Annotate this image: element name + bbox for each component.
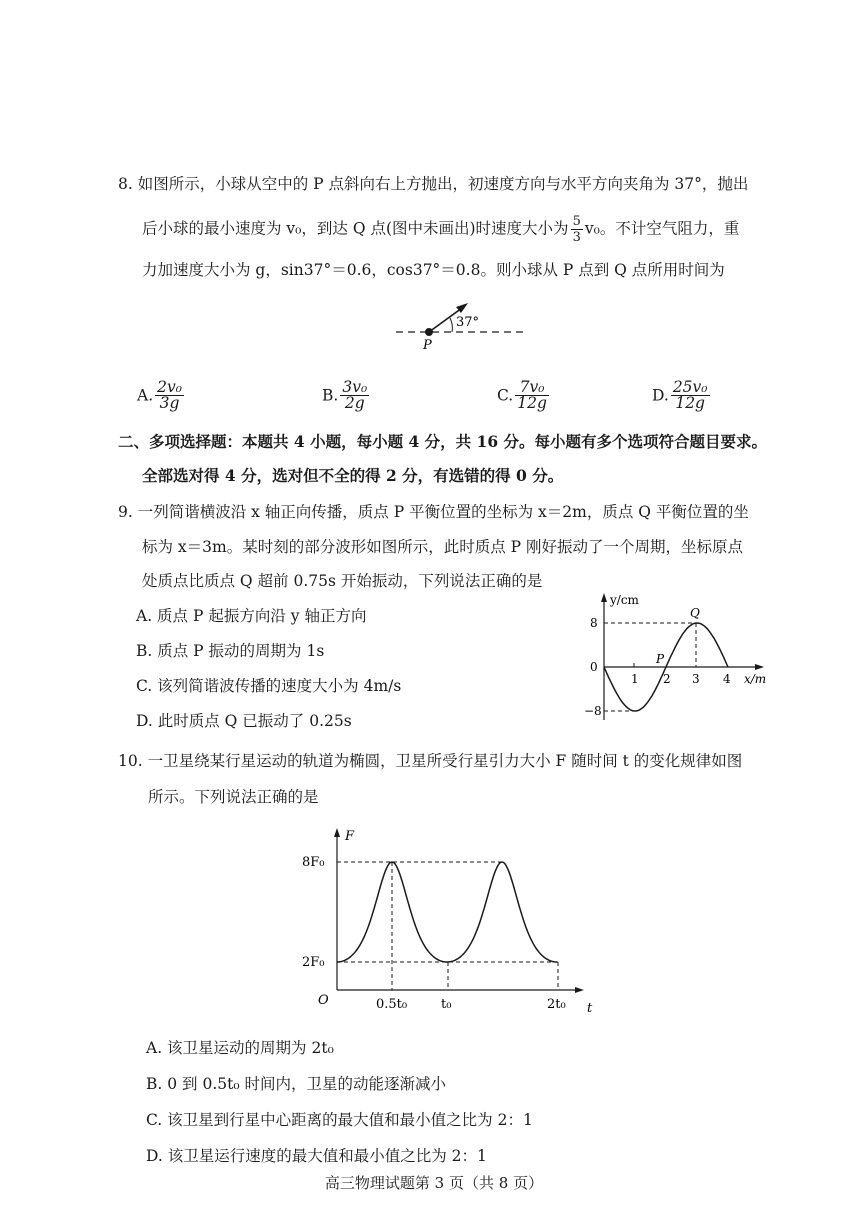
q8-option-c[interactable] bbox=[497, 380, 551, 411]
q8-figure bbox=[392, 296, 532, 356]
q8-option-denominator: 3g bbox=[159, 394, 180, 412]
q10-force-graph bbox=[300, 826, 610, 1016]
q9-point-q-label: Q bbox=[690, 606, 700, 620]
q10-xtick-half-t0: 0.5t₀ bbox=[376, 997, 408, 1012]
q8-frac-den: 3 bbox=[572, 230, 581, 245]
q9-x-axis-arrow-icon bbox=[755, 664, 764, 670]
q8-option-numerator: 2v₀ bbox=[157, 378, 182, 396]
q10-y-axis-arrow-icon bbox=[334, 828, 340, 837]
q9-ytick-0: 0 bbox=[590, 660, 598, 674]
q9-option-a[interactable]: A. 质点 P 起振方向沿 y 轴正方向 bbox=[136, 607, 367, 625]
q8-option-numerator: 25v₀ bbox=[672, 378, 708, 396]
q9-point-p-label: P bbox=[656, 652, 665, 666]
q9-wave-graph bbox=[580, 590, 775, 730]
q8-angle-arc bbox=[450, 318, 452, 332]
q10-xtick-2t0: 2t₀ bbox=[547, 997, 566, 1012]
q9-xtick-1: 1 bbox=[631, 672, 639, 686]
q8-option-fraction bbox=[340, 380, 369, 411]
q8-option-label: A. bbox=[137, 386, 154, 405]
q10-line2: 所示。下列说法正确的是 bbox=[148, 788, 319, 806]
q8-point-p-dot bbox=[425, 328, 433, 336]
q9-option-c[interactable]: C. 该列简谐波传播的速度大小为 4m/s bbox=[136, 677, 402, 695]
q9-y-axis-arrow-icon bbox=[601, 593, 607, 602]
q9-line1: 9. 一列简谐横波沿 x 轴正向传播，质点 P 平衡位置的坐标为 x＝2m，质点 Q 平衡位置的坐 bbox=[118, 503, 749, 521]
q9-option-d[interactable]: D. 此时质点 Q 已振动了 0.25s bbox=[136, 712, 352, 730]
q8-option-denominator: 12g bbox=[675, 394, 705, 412]
q8-option-fraction bbox=[155, 380, 184, 411]
q10-option-b[interactable]: B. 0 到 0.5t₀ 时间内，卫星的动能逐渐减小 bbox=[146, 1075, 446, 1093]
q8-option-numerator: 7v₀ bbox=[515, 380, 549, 396]
q10-force-curve bbox=[337, 862, 557, 962]
q8-option-a[interactable] bbox=[137, 380, 186, 411]
q10-x-label: t bbox=[587, 1001, 593, 1016]
q8-line1: 8. 如图所示，小球从空中的 P 点斜向右上方抛出，初速度方向与水平方向夹角为 37°，抛出 bbox=[118, 175, 749, 193]
page-footer: 高三物理试题第 3 页（共 8 页） bbox=[324, 1174, 544, 1192]
q10-ytick-2f0: 2F₀ bbox=[302, 955, 325, 970]
q10-option-c[interactable]: C. 该卫星到行星中心距离的最大值和最小值之比为 2：1 bbox=[146, 1111, 533, 1129]
q9-y-label: y/cm bbox=[610, 593, 639, 607]
q9-xtick-2: 2 bbox=[663, 672, 671, 686]
q10-line1: 10. 一卫星绕某行星运动的轨道为椭圆，卫星所受行星引力大小 F 随时间 t 的变化规律如图 bbox=[118, 752, 743, 770]
q10-x-axis-arrow-icon bbox=[575, 987, 584, 993]
q8-option-numerator: 3v₀ bbox=[342, 378, 368, 396]
q10-y-label: F bbox=[345, 829, 355, 844]
q8-option-fraction bbox=[515, 380, 549, 411]
q10-option-d[interactable]: D. 该卫星运行速度的最大值和最小值之比为 2：1 bbox=[146, 1147, 487, 1165]
q8-line2-b: v₀。不计空气阻力，重 bbox=[584, 219, 740, 238]
q9-xtick-3: 3 bbox=[692, 672, 700, 686]
section2-line1: 二、多项选择题：本题共 4 小题，每小题 4 分，共 16 分。每小题有多个选项符合题目要求。 bbox=[118, 432, 768, 451]
q10-origin-label: O bbox=[318, 993, 329, 1008]
q8-option-b[interactable] bbox=[322, 380, 371, 411]
q8-option-denominator: 12g bbox=[517, 394, 547, 412]
q8-option-fraction bbox=[671, 380, 710, 411]
q8-option-denominator: 2g bbox=[344, 394, 365, 412]
q9-option-b[interactable]: B. 质点 P 振动的周期为 1s bbox=[136, 642, 325, 660]
q8-option-label: D. bbox=[652, 386, 669, 405]
q8-frac-num: 5 bbox=[572, 214, 581, 229]
q8-line3: 力加速度大小为 g，sin37°＝0.6，cos37°＝0.8。则小球从 P 点到 Q 点所用时间为 bbox=[142, 261, 725, 279]
q9-line3: 处质点比质点 Q 超前 0.75s 开始振动，下列说法正确的是 bbox=[142, 572, 543, 590]
q8-fraction bbox=[571, 214, 583, 245]
q9-line2: 标为 x＝3m。某时刻的部分波形如图所示，此时质点 P 刚好振动了一个周期，坐标原点 bbox=[142, 538, 744, 556]
q8-angle-label: 37° bbox=[456, 315, 480, 330]
q10-xtick-t0: t₀ bbox=[441, 997, 452, 1012]
q8-option-label: B. bbox=[322, 386, 339, 405]
q10-ytick-8f0: 8F₀ bbox=[302, 855, 325, 870]
q10-option-a[interactable]: A. 该卫星运动的周期为 2t₀ bbox=[146, 1039, 334, 1057]
q9-xtick-4: 4 bbox=[723, 672, 731, 686]
section2-line2: 全部选对得 4 分，选对但不全的得 2 分，有选错的得 0 分。 bbox=[142, 466, 564, 485]
q9-ytick-minus8: −8 bbox=[584, 704, 602, 718]
q9-x-label: x/m bbox=[744, 672, 767, 686]
q8-option-label: C. bbox=[497, 386, 514, 405]
q9-ytick-8: 8 bbox=[590, 616, 598, 630]
q8-line2-a: 后小球的最小速度为 v₀，到达 Q 点(图中未画出)时速度大小为 bbox=[142, 219, 569, 238]
q8-point-p-label: P bbox=[423, 338, 432, 353]
q8-line2 bbox=[142, 214, 739, 245]
q8-option-d[interactable] bbox=[652, 380, 712, 411]
